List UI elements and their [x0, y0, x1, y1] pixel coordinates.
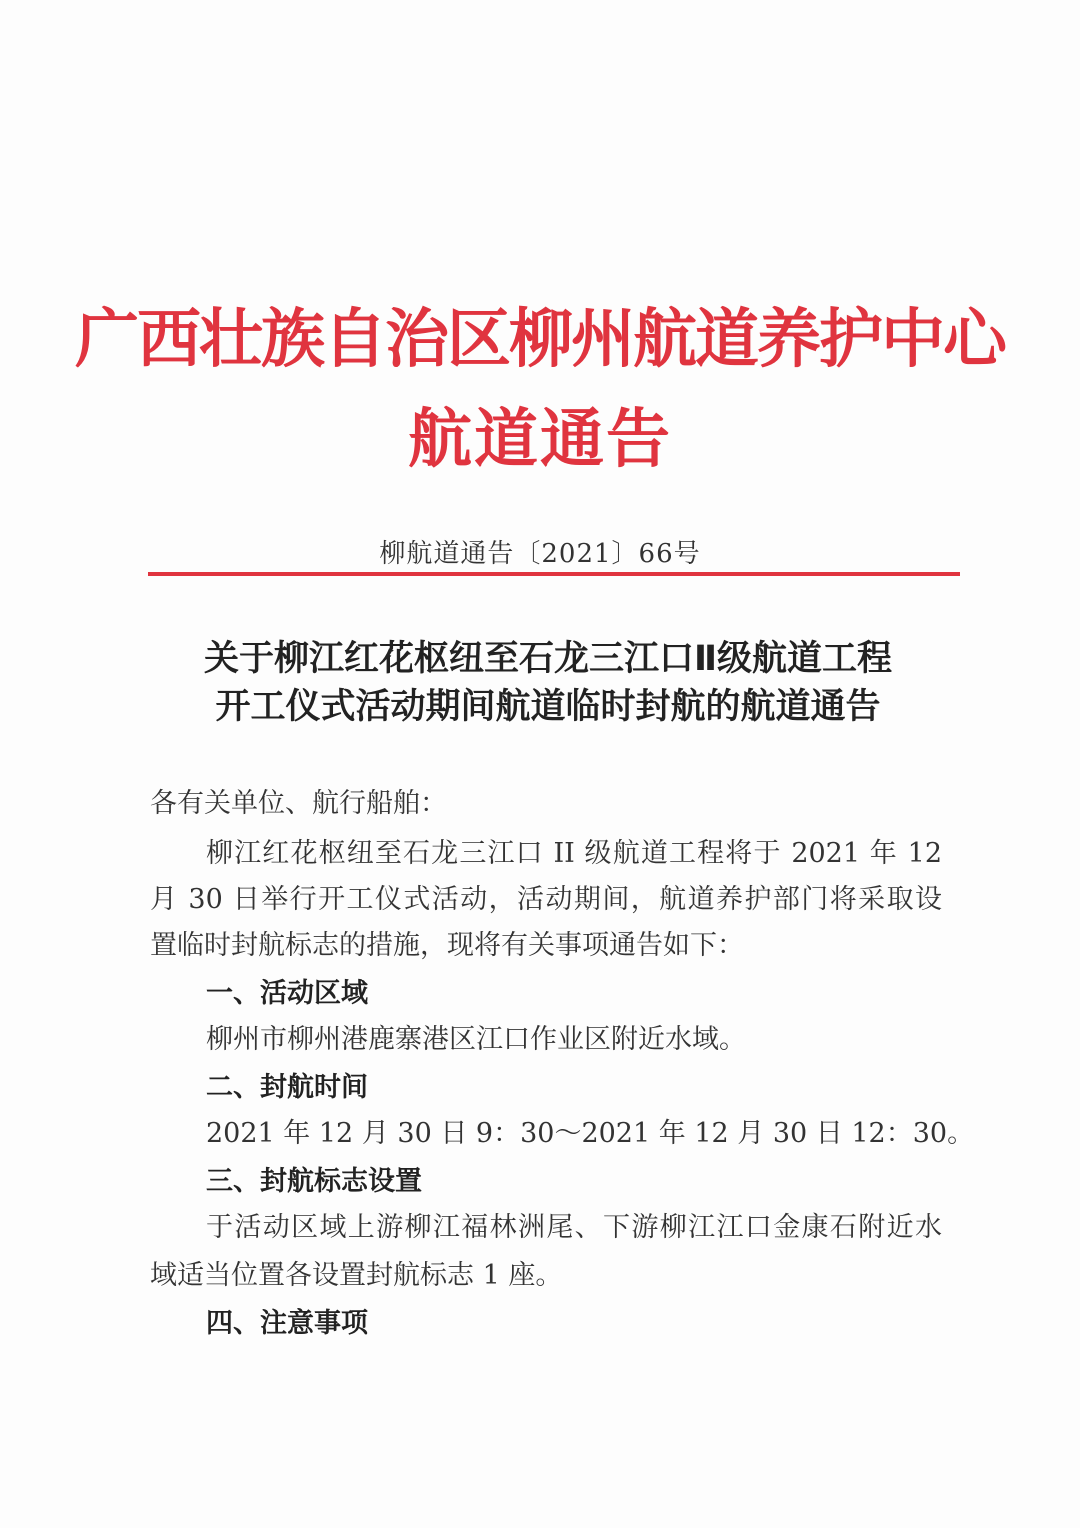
section-2-heading: 二、封航时间 — [206, 1072, 368, 1103]
notice-title-line-1: 关于柳江红花枢纽至石龙三江口Ⅱ级航道工程 — [203, 639, 893, 679]
org-name-header: 广西壮族自治区柳州航道养护中心 — [75, 302, 1005, 377]
intro-line-1: 柳江红花枢纽至石龙三江口 II 级航道工程将于 2021 年 12 — [206, 838, 942, 869]
intro-line-3: 置临时封航标志的措施，现将有关事项通告如下： — [150, 930, 744, 961]
section-4-heading: 四、注意事项 — [206, 1308, 368, 1339]
section-3-line-1: 于活动区域上游柳江福林洲尾、下游柳江江口金康石附近水 — [206, 1212, 942, 1243]
section-1-text: 柳州市柳州港鹿寨港区江口作业区附近水域。 — [206, 1024, 746, 1055]
intro-line-2: 月 30 日举行开工仪式活动，活动期间，航道养护部门将采取设 — [150, 884, 942, 915]
doc-type-header: 航道通告 — [408, 402, 672, 477]
section-1-heading: 一、活动区域 — [206, 978, 368, 1009]
notice-title-line-2: 开工仪式活动期间航道临时封航的航道通告 — [215, 687, 881, 727]
section-3-line-2: 域适当位置各设置封航标志 1 座。 — [150, 1260, 563, 1291]
section-3-heading: 三、封航标志设置 — [206, 1166, 422, 1197]
salutation: 各有关单位、航行船舶： — [150, 788, 447, 819]
doc-number: 柳航道通告〔2021〕66号 — [379, 539, 701, 569]
red-divider — [148, 572, 960, 576]
section-2-text: 2021 年 12 月 30 日 9：30～2021 年 12 月 30 日 12：30。 — [206, 1118, 975, 1149]
